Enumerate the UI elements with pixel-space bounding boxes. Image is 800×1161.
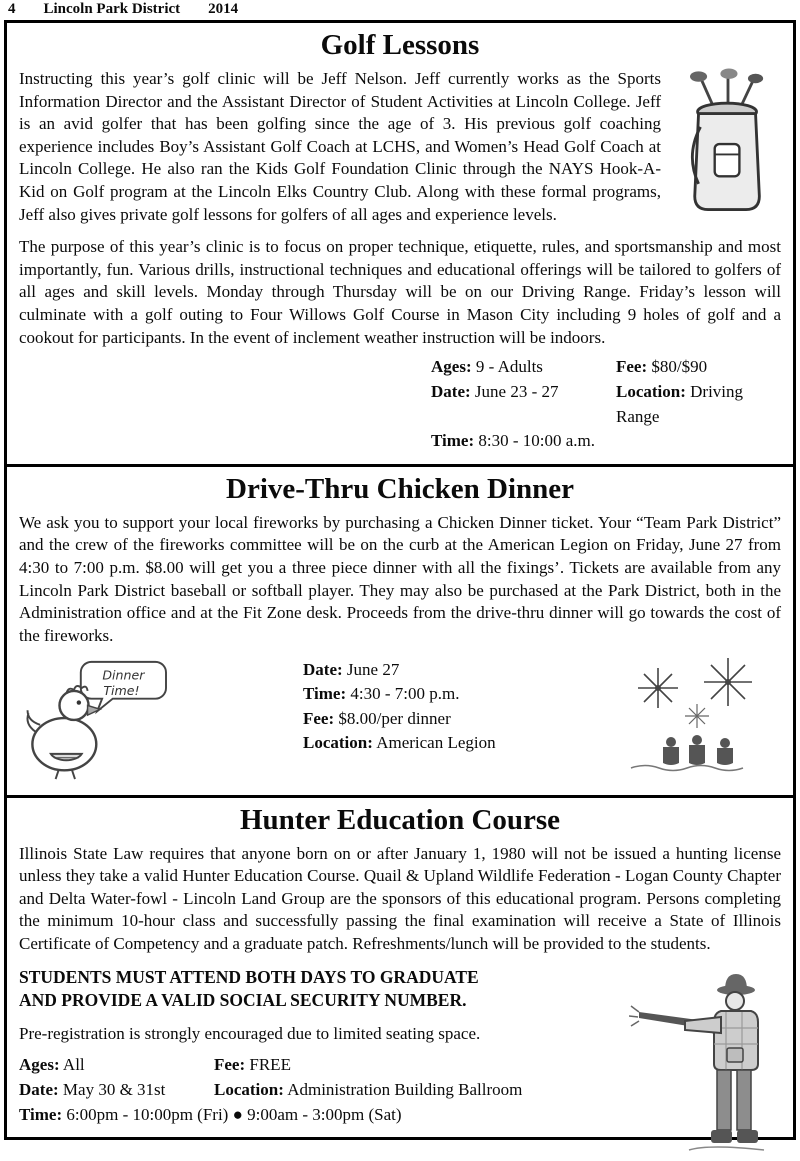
chicken-section-title: Drive-Thru Chicken Dinner: [226, 472, 574, 505]
golf-ages-row: [431, 355, 616, 380]
golf-fee-row: [616, 355, 781, 380]
time-value: 8:30 - 10:00 a.m.: [478, 431, 596, 451]
chicken-bottom-row: [19, 658, 781, 785]
location-label: Location:: [616, 381, 686, 401]
page-year: 2014: [208, 1, 239, 17]
content-frame: [4, 20, 796, 1140]
time-label: Time:: [303, 684, 347, 704]
page-number: 4: [8, 1, 16, 17]
date-label: Date:: [303, 659, 343, 679]
speech-bubble-line1: Dinner: [102, 666, 145, 682]
chicken-dinner-section: [7, 464, 793, 795]
ages-value: 9 - Adults: [475, 357, 543, 377]
fee-value: $80/$90: [651, 357, 708, 377]
chicken-fee-row: [303, 707, 496, 732]
location-value: Driving Range: [616, 381, 744, 426]
golf-location-row: [616, 380, 781, 429]
page-header: [0, 0, 800, 20]
location-value: Administration Building Ballroom: [287, 1080, 523, 1100]
golf-lessons-section: [7, 23, 793, 464]
time-label: Time:: [19, 1104, 63, 1124]
hunter-location-row: [214, 1078, 619, 1103]
ages-value: All: [62, 1055, 85, 1075]
hunter-section-title: Hunter Education Course: [239, 803, 561, 836]
ages-label: Ages:: [19, 1055, 60, 1075]
hunter-details: [19, 1053, 619, 1127]
golf-purpose-paragraph: The purpose of this year’s clinic is to focus on proper technique, etiquette, rules, and sportsmanship and most importantly, fun. Various drills, instructional techniques and educational offerings will be tailored to golfers of all ages and skill levels. Monday through Thursday will be on our Driving Range. Friday’s lesson will culminate with a golf outing to Four Willows Golf Course in Mason City including 9 holes of golf and a cookout for participants. In the event of inclement weather instruction will be indoors.: [19, 237, 781, 347]
chicken-location-row: [303, 731, 496, 756]
attendance-notice: STUDENTS MUST ATTEND BOTH DAYS TO GRADUATE AND PROVIDE A VALID SOCIAL SECURITY NUMBER.: [19, 966, 479, 1011]
golf-bag-icon: [675, 68, 781, 225]
chicken-time-row: [303, 682, 496, 707]
ages-label: Ages:: [431, 357, 472, 377]
hunter-date-row: [19, 1078, 214, 1103]
chicken-date-row: [303, 658, 496, 683]
time-label: Time:: [431, 431, 475, 451]
fee-label: Fee:: [214, 1055, 246, 1075]
chicken-paragraph: We ask you to support your local fireworks by purchasing a Chicken Dinner ticket. Your “Team Park District” and the crew of the fireworks committee will be on the curb at the American Legion on Friday, June 27 from 4:30 to 7:00 p.m. $8.00 will get you a three piece dinner with all the fixings’. Tickets are available from any Lincoln Park District baseball or softball player. They may also be purchased at the Park District, both in the Administration office and at the Fit Zone desk. Proceeds from the drive-thru dinner will go towards the cost of the fireworks.: [19, 512, 781, 645]
date-value: June 27: [346, 659, 400, 679]
chicken-details: [303, 658, 496, 757]
hunter-paragraph: Illinois State Law requires that anyone born on or after January 1, 1980 will not be issued a hunting license unless they take a valid Hunter Education Course. Quail & Upland Wildlife Federation - Logan County Chapter and Delta Water-fowl - Lincoln Land Group are the sponsors of this educational program. Persons completing the minimum 10-hour class and successfully passing the final examination will receive a State of Illinois Certificate of Competency and a graduate patch. Refreshments/lunch will be provided to the students.: [19, 843, 781, 953]
hunter-ages-row: [19, 1053, 214, 1078]
location-label: Location:: [303, 733, 373, 753]
hunter-fee-row: [214, 1053, 619, 1078]
page-title: Lincoln Park District: [43, 1, 181, 17]
location-label: Location:: [214, 1080, 284, 1100]
chicken-icon: [19, 658, 191, 785]
date-label: Date:: [19, 1080, 59, 1100]
fee-label: Fee:: [616, 357, 648, 377]
speech-bubble-line2: Time!: [103, 682, 140, 698]
hunter-icon: [629, 960, 779, 1161]
preregistration-note: Pre-registration is strongly encouraged due to limited seating space.: [19, 1023, 481, 1043]
golf-intro-paragraph: Instructing this year’s golf clinic will be Jeff Nelson. Jeff currently works as the Sports Information Director and the Assistant Director of Student Activities at Lincoln College. Jeff is an avid golfer that has been golfing since the age of 3. His previous golf coaching experience includes Boy’s Assistant Golf Coach at LCHS, and Women’s Head Golf Coach at Lincoln College. He also ran the Kids Golf Foundation Clinic through the NAYS Hook-A-Kid on Golf program at the Lincoln Elks Country Club. Along with these formal programs, Jeff also gives private golf lessons for golfers of all ages and experience levels.: [19, 69, 661, 224]
date-label: Date:: [431, 381, 471, 401]
golf-time-row: [431, 429, 781, 454]
time-value: 4:30 - 7:00 p.m.: [350, 684, 460, 704]
hunter-education-section: [7, 795, 793, 1138]
date-value: May 30 & 31st: [62, 1080, 166, 1100]
golf-date-row: [431, 380, 616, 429]
hunter-time-row: [19, 1103, 619, 1128]
time-value: 6:00pm - 10:00pm (Fri) ● 9:00am - 3:00pm (Sat): [66, 1104, 402, 1124]
fireworks-icon: [613, 658, 775, 779]
date-value: June 23 - 27: [474, 381, 559, 401]
fee-value: $8.00/per dinner: [338, 708, 451, 728]
fee-value: FREE: [249, 1055, 291, 1075]
golf-details: [431, 355, 781, 454]
golf-section-title: Golf Lessons: [320, 29, 480, 61]
location-value: American Legion: [376, 733, 496, 753]
fee-label: Fee:: [303, 708, 335, 728]
